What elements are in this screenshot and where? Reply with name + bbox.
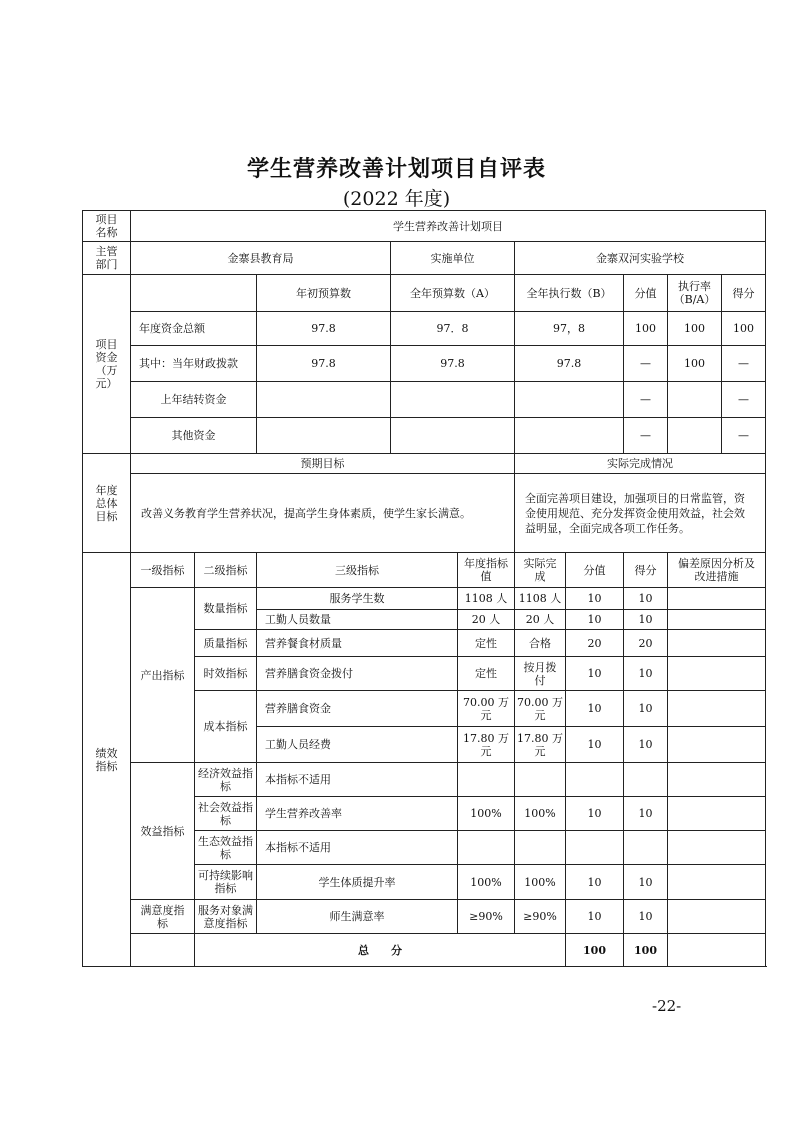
- weight-value: 10: [566, 657, 624, 691]
- total-score: 100: [624, 934, 668, 967]
- target-value: ≥90%: [458, 900, 515, 934]
- total-label: 总 分: [195, 934, 566, 967]
- funds-label: 项目 资金 （万 元）: [83, 275, 131, 454]
- funds-cell: —: [722, 382, 766, 418]
- funds-cell: —: [624, 346, 668, 382]
- funds-row-name: 上年结转资金: [131, 382, 257, 418]
- weight-value: 10: [566, 865, 624, 900]
- actual-value: 20 人: [515, 610, 566, 630]
- expected-goal-header: 预期目标: [131, 454, 515, 474]
- table-row: [83, 763, 766, 797]
- table-row: [83, 474, 766, 553]
- score-value: 20: [624, 630, 668, 657]
- table-row: [83, 900, 766, 934]
- target-value: 20 人: [458, 610, 515, 630]
- funds-cell: —: [624, 418, 668, 454]
- weight-value: 10: [566, 797, 624, 831]
- indicator-name: 服务学生数: [257, 588, 458, 610]
- actual-value: [515, 831, 566, 865]
- actual-value: 按月拨 付: [515, 657, 566, 691]
- indicator-name: 营养餐食材质量: [257, 630, 458, 657]
- level2-social: 社会效益指 标: [195, 797, 257, 831]
- funds-header: 执行率 （B/A）: [668, 275, 722, 312]
- actual-value: 70.00 万 元: [515, 691, 566, 727]
- dept-value: 金寨县教育局: [131, 242, 391, 275]
- score-value: 10: [624, 610, 668, 630]
- expected-goal-text: 改善义务教育学生营养状况，提高学生身体素质，使学生家长满意。: [131, 474, 515, 553]
- funds-cell: [515, 418, 624, 454]
- weight-value: 10: [566, 588, 624, 610]
- table-row: [83, 588, 766, 610]
- deviation-note: [668, 831, 766, 865]
- funds-header: 全年预算数（A）: [391, 275, 515, 312]
- funds-row-name: 年度资金总额: [131, 312, 257, 346]
- actual-value: 1108 人: [515, 588, 566, 610]
- level2-service: 服务对象满 意度指标: [195, 900, 257, 934]
- deviation-note: [668, 727, 766, 763]
- perf-header: 偏差原因分析及 改进措施: [668, 553, 766, 588]
- table-row: [83, 454, 766, 474]
- actual-value: ≥90%: [515, 900, 566, 934]
- funds-cell: [257, 382, 391, 418]
- funds-header: 分值: [624, 275, 668, 312]
- actual-value: 100%: [515, 865, 566, 900]
- deviation-note: [668, 657, 766, 691]
- actual-value: [515, 763, 566, 797]
- indicator-name: 本指标不适用: [257, 831, 458, 865]
- indicator-name: 本指标不适用: [257, 763, 458, 797]
- funds-cell: 97，8: [515, 312, 624, 346]
- funds-cell: [391, 382, 515, 418]
- project-name-value: 学生营养改善计划项目: [131, 211, 766, 242]
- table-row: [83, 211, 766, 242]
- weight-value: 10: [566, 691, 624, 727]
- funds-cell: 100: [624, 312, 668, 346]
- table-row: [83, 934, 766, 967]
- perf-header: 分值: [566, 553, 624, 588]
- level1-benefit: 效益指标: [131, 763, 195, 900]
- funds-cell: 97.8: [257, 312, 391, 346]
- weight-value: 10: [566, 727, 624, 763]
- indicator-name: 学生营养改善率: [257, 797, 458, 831]
- weight-value: [566, 831, 624, 865]
- deviation-note: [668, 797, 766, 831]
- deviation-note: [668, 763, 766, 797]
- score-value: 10: [624, 865, 668, 900]
- target-value: [458, 831, 515, 865]
- goals-label: 年度 总体 目标: [83, 454, 131, 553]
- score-value: 10: [624, 900, 668, 934]
- score-value: [624, 831, 668, 865]
- funds-header: 得分: [722, 275, 766, 312]
- score-value: 10: [624, 797, 668, 831]
- funds-cell: 100: [722, 312, 766, 346]
- deviation-note: [668, 610, 766, 630]
- actual-value: 100%: [515, 797, 566, 831]
- impl-unit-label: 实施单位: [391, 242, 515, 275]
- perf-header: 得分: [624, 553, 668, 588]
- score-value: 10: [624, 588, 668, 610]
- score-value: [624, 763, 668, 797]
- level2-quantity: 数量指标: [195, 588, 257, 630]
- table-row: [83, 312, 766, 346]
- funds-cell: [668, 418, 722, 454]
- level1-output: 产出指标: [131, 588, 195, 763]
- impl-unit-value: 金寨双河实验学校: [515, 242, 766, 275]
- page-title: 学生营养改善计划项目自评表: [246, 157, 546, 182]
- funds-cell: [668, 382, 722, 418]
- funds-row-name: 其中：当年财政拨款: [131, 346, 257, 382]
- score-value: 10: [624, 691, 668, 727]
- indicator-name: 营养膳食资金拨付: [257, 657, 458, 691]
- funds-cell: 97.8: [257, 346, 391, 382]
- funds-cell: 97.8: [391, 346, 515, 382]
- funds-cell: [515, 382, 624, 418]
- table-row: [83, 275, 766, 312]
- weight-value: 10: [566, 610, 624, 630]
- perf-header: 二级指标: [195, 553, 257, 588]
- target-value: 70.00 万元: [458, 691, 515, 727]
- level2-timeliness: 时效指标: [195, 657, 257, 691]
- total-value: 100: [566, 934, 624, 967]
- funds-cell: 100: [668, 312, 722, 346]
- target-value: 1108 人: [458, 588, 515, 610]
- funds-cell: —: [722, 418, 766, 454]
- indicator-name: 学生体质提升率: [257, 865, 458, 900]
- funds-header: 全年执行数（B）: [515, 275, 624, 312]
- indicator-name: 营养膳食资金: [257, 691, 458, 727]
- perf-header: 实际完 成: [515, 553, 566, 588]
- funds-cell: 97.8: [515, 346, 624, 382]
- perf-label: 绩效 指标: [83, 553, 131, 967]
- funds-cell: [391, 418, 515, 454]
- dept-label: 主管 部门: [83, 242, 131, 275]
- level1-satisfaction: 满意度指 标: [131, 900, 195, 934]
- deviation-note: [668, 691, 766, 727]
- table-row: [83, 553, 766, 588]
- score-value: 10: [624, 727, 668, 763]
- funds-cell: [257, 418, 391, 454]
- indicator-name: 工勤人员数量: [257, 610, 458, 630]
- level2-economic: 经济效益指 标: [195, 763, 257, 797]
- page-subtitle: (2022 年度): [342, 188, 451, 210]
- funds-cell: 100: [668, 346, 722, 382]
- table-row: [83, 242, 766, 275]
- score-value: 10: [624, 657, 668, 691]
- funds-row-name: 其他资金: [131, 418, 257, 454]
- table-row: [83, 418, 766, 454]
- actual-goal-text: 全面完善项目建设，加强项目的日常监管，资金使用规范、充分发挥资金使用效益，社会效益明显，全面完成各项工作任务。: [515, 474, 766, 553]
- deviation-note: [668, 865, 766, 900]
- level2-cost: 成本指标: [195, 691, 257, 763]
- deviation-note: [668, 630, 766, 657]
- level2-sustain: 可持续影响 指标: [195, 865, 257, 900]
- indicator-name: 师生满意率: [257, 900, 458, 934]
- evaluation-table: [82, 210, 766, 967]
- target-value: 17.80 万元: [458, 727, 515, 763]
- total-note: [668, 934, 766, 967]
- indicator-name: 工勤人员经费: [257, 727, 458, 763]
- project-name-label: 项目 名称: [83, 211, 131, 242]
- total-blank: [131, 934, 195, 967]
- perf-header: 一级指标: [131, 553, 195, 588]
- funds-cell: 97．8: [391, 312, 515, 346]
- weight-value: 20: [566, 630, 624, 657]
- target-value: 100%: [458, 865, 515, 900]
- perf-header: 三级指标: [257, 553, 458, 588]
- funds-header: 年初预算数: [257, 275, 391, 312]
- table-row: [83, 346, 766, 382]
- funds-cell: —: [722, 346, 766, 382]
- actual-value: 17.80 万 元: [515, 727, 566, 763]
- funds-header-blank: [131, 275, 257, 312]
- deviation-note: [668, 588, 766, 610]
- target-value: 定性: [458, 657, 515, 691]
- level2-ecological: 生态效益指 标: [195, 831, 257, 865]
- funds-cell: —: [624, 382, 668, 418]
- level2-quality: 质量指标: [195, 630, 257, 657]
- weight-value: 10: [566, 900, 624, 934]
- table-row: [83, 382, 766, 418]
- weight-value: [566, 763, 624, 797]
- perf-header: 年度指标 值: [458, 553, 515, 588]
- target-value: 100%: [458, 797, 515, 831]
- actual-goal-header: 实际完成情况: [515, 454, 766, 474]
- deviation-note: [668, 900, 766, 934]
- actual-value: 合格: [515, 630, 566, 657]
- target-value: [458, 763, 515, 797]
- page-number: -22-: [652, 997, 682, 1015]
- target-value: 定性: [458, 630, 515, 657]
